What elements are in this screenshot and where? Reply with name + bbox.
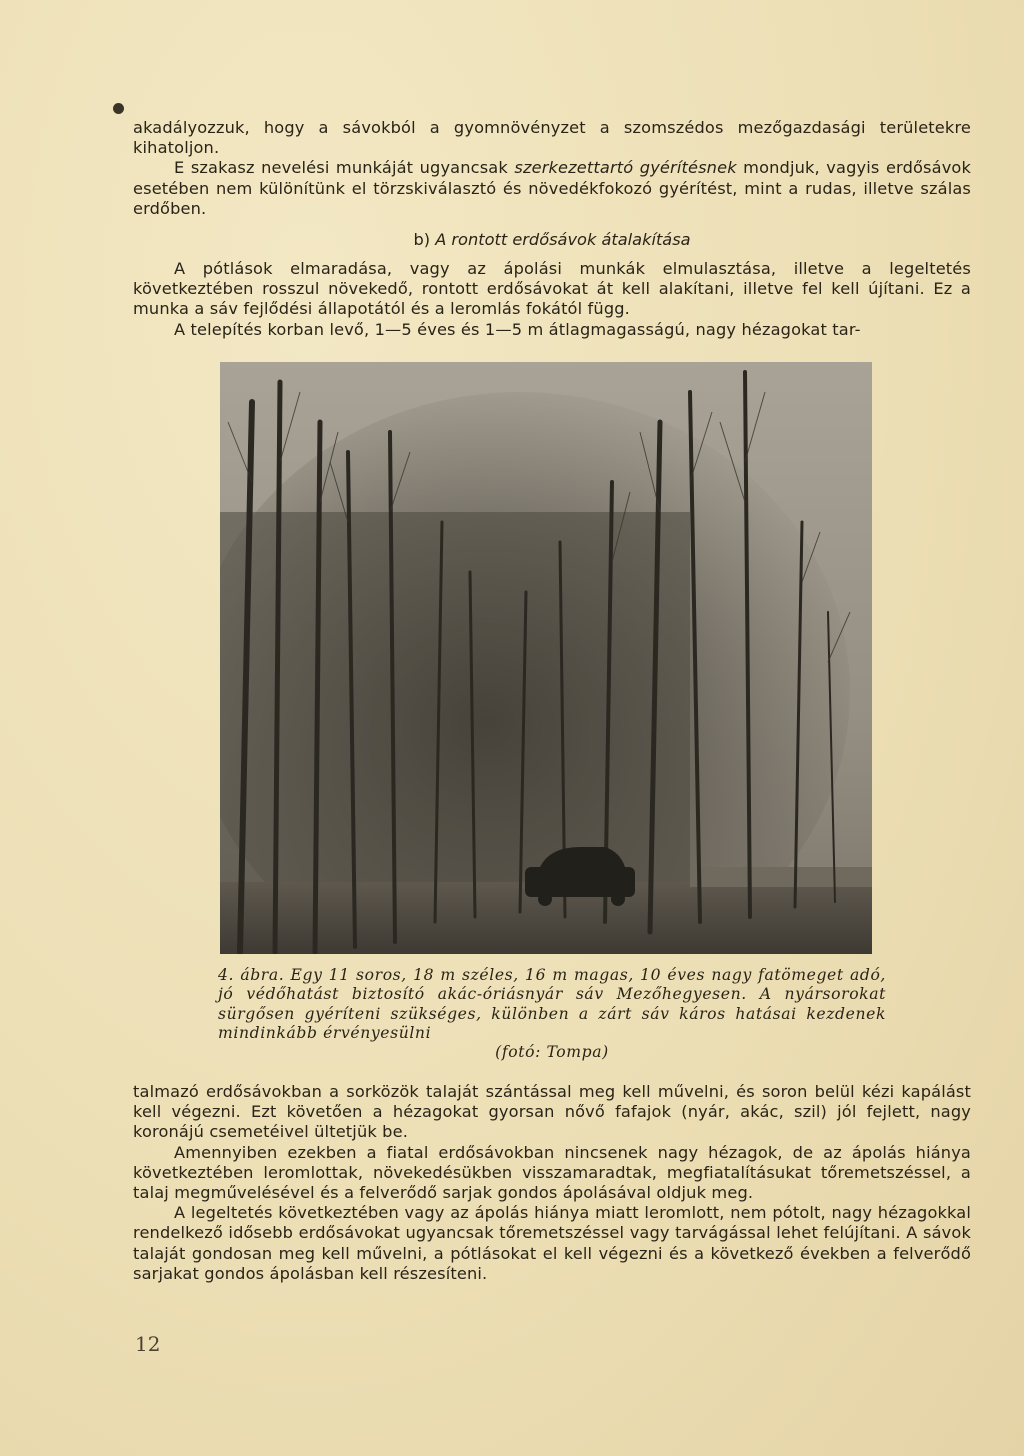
bottom-text — [133, 1082, 971, 1284]
page-number: 12 — [135, 1332, 161, 1356]
paragraph-continuation: akadályozzuk, hogy a sávokból a gyomnövényzet a szomszédos mezőgazdasági területekre kihatoljon. — [133, 118, 971, 158]
top-text — [133, 118, 971, 219]
paragraph-thinning: E szakasz nevelési munkáját ugyancsak szerkezettartó gyérítésnek mondjuk, vagyis erdősávok esetében nem különítünk el törzskiválasztó és növedékfokozó gyérítést, mint a rudas, illetve szálas erdőben. — [133, 158, 972, 218]
middle-text — [133, 259, 971, 340]
figure-caption — [218, 966, 886, 1062]
caption-text: 4. ábra. Egy 11 soros, 18 m széles, 16 m magas, 10 éves nagy fatömeget adó, jó védőhatást biztosító akác-óriásnyár sáv Mezőhegyesen. A nyársorokat sürgősen gyéríteni szükséges, különben a zárt sáv káros hatásai kezdenek mindinkább érvényesülni — [218, 966, 886, 1042]
paragraph-cultivation: talmazó erdősávokban a sorközök talaját szántással meg kell művelni, és soron belül kézi kapálást kell végezni. Ezt követően a hézagokat gyorsan nővő fafajok (nyár, akác, szil) jól fejlett, nagy koronájú csemetéivel ültetjük be. — [133, 1082, 971, 1142]
paragraph-renewal: A legeltetés következtében vagy az ápolás hiánya miatt leromlott, nem pótolt, nagy hézagokkal rendelkező idősebb erdősávokat ugyancsak tőremetszéssel vagy tarvágással lehet felújítani. A sávok talaját gondosan meg kell művelni, a pótlásokat el kell végezni és a következő években a felverődő sarjakat gondos ápolásban kell részesíteni. — [133, 1203, 971, 1283]
term-emphasis: szerkezettartó gyérítésnek — [514, 158, 737, 178]
section-heading — [133, 230, 971, 250]
section-title: A rontott erdősávok átalakítása — [435, 230, 691, 249]
print-mark-dot — [113, 103, 124, 114]
photo-credit: (fotó: Tompa) — [495, 1043, 609, 1062]
paragraph-planting: A telepítés korban levő, 1—5 éves és 1—5 m átlagmagasságú, nagy hézagokat tar- — [174, 319, 861, 339]
paragraph-rejuvenation: Amennyiben ezekben a fiatal erdősávokban nincsenek nagy hézagok, de az ápolás hiánya következtében leromlottak, növekedésükben visszamaradtak, megfiatalításukat tőremetszéssel, a talaj megművelésével és a felverődő sarjak gondos ápolásával oldjuk meg. — [133, 1142, 971, 1203]
poplar-forest-belt-photo — [220, 362, 872, 954]
section-prefix: b) — [413, 230, 431, 249]
paragraph-restoration: A pótlások elmaradása, vagy az ápolási munkák elmulasztása, illetve a legeltetés következtében rosszul növekedő, rontott erdősávokat át kell alakítani, illetve fel kell újítani. Ez a munka a sáv fejlődési állapotától és a leromlás fokától függ. — [133, 259, 971, 319]
